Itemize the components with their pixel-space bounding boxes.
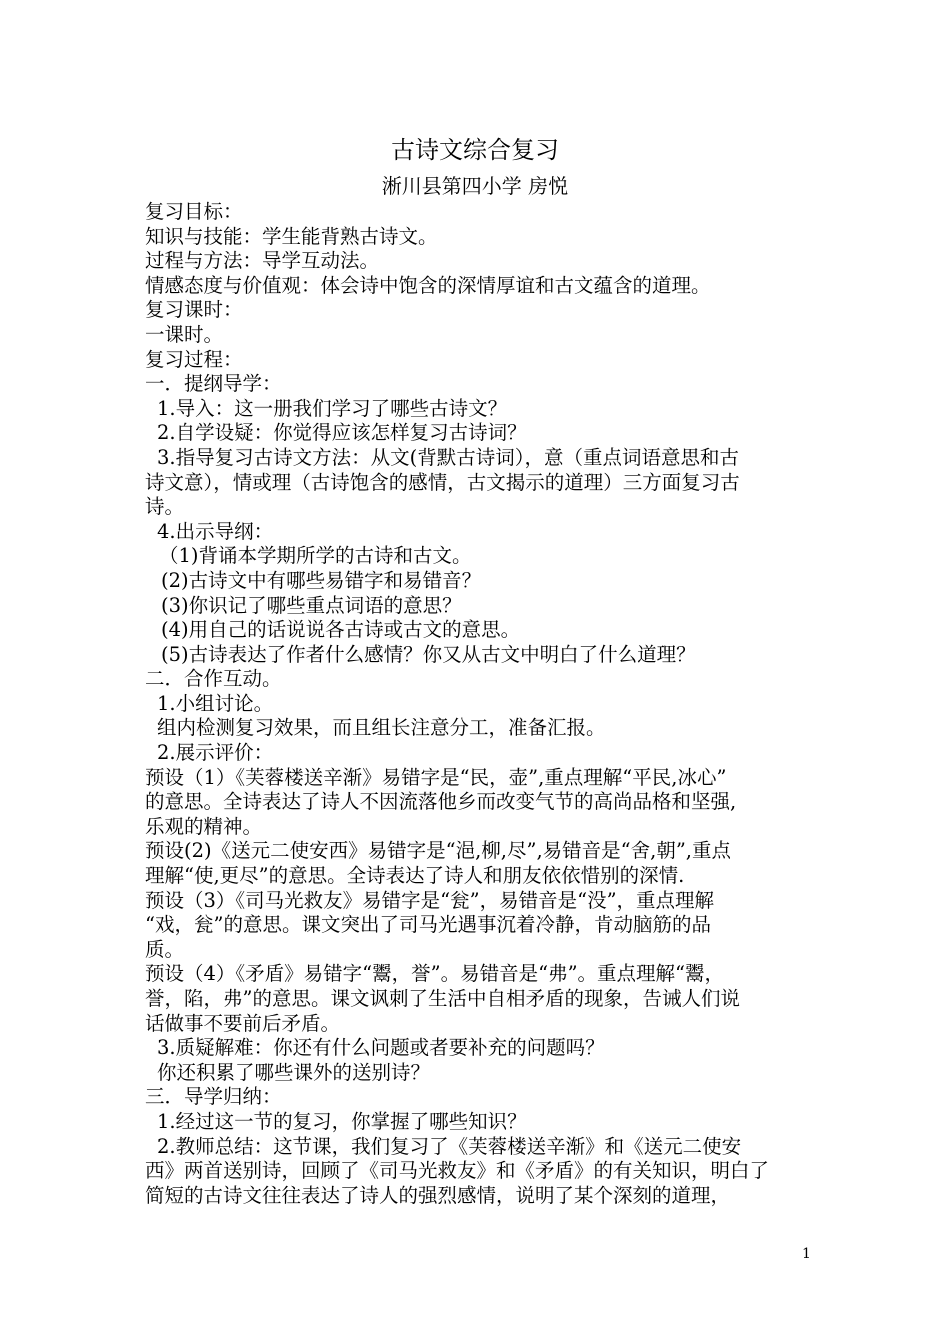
text-line: 的意思。全诗表达了诗人不因流落他乡而改变气节的高尚品格和坚强, xyxy=(145,790,737,814)
text-line: 组内检测复习效果，而且组长注意分工，准备汇报。 xyxy=(157,716,606,740)
text-line: 复习目标： xyxy=(145,200,243,223)
text-line: 2.教师总结：这节课，我们复习了《芙蓉楼送辛渐》和《送元二使安 xyxy=(157,1134,742,1158)
text-line: (3)你识记了哪些重点词语的意思？ xyxy=(161,593,462,617)
text-line: 2.自学设疑：你觉得应该怎样复习古诗词？ xyxy=(157,421,527,445)
text-line: 1.导入：这一册我们学习了哪些古诗文？ xyxy=(157,396,508,420)
text-line: 乐观的精神。 xyxy=(145,814,263,838)
text-line: 复习课时： xyxy=(145,298,243,322)
text-line: 誉，陷，弗”的意思。课文讽刺了生活中自相矛盾的现象，告诫人们说 xyxy=(145,987,740,1010)
text-line: 一课时。 xyxy=(145,322,224,346)
text-line: 1.经过这一节的复习，你掌握了哪些知识？ xyxy=(157,1109,527,1133)
text-line: 2.展示评价： xyxy=(157,741,274,765)
text-line: 简短的古诗文往往表达了诗人的强烈感情，说明了某个深刻的道理， xyxy=(145,1183,731,1207)
text-line: 预设（1）《芙蓉楼送辛渐》易错字是“民，壶”,重点理解“平民,冰心” xyxy=(145,765,727,789)
text-line: (4)用自己的话说说各古诗或古文的意思。 xyxy=(161,618,521,642)
text-line: 3.质疑解难：你还有什么问题或者要补充的问题吗？ xyxy=(157,1036,605,1060)
text-line: 诗。 xyxy=(145,495,185,519)
text-line: (2)古诗文中有哪些易错字和易错音？ xyxy=(161,568,482,592)
text-line: 你还积累了哪些课外的送别诗？ xyxy=(157,1060,431,1084)
text-line: 过程与方法：导学互动法。 xyxy=(145,249,380,273)
page-number: 1 xyxy=(802,1246,811,1262)
text-line: 理解“使,更尽”的意思。全诗表达了诗人和朋友依依惜别的深情. xyxy=(145,864,685,888)
document-title: 古诗文综合复习 xyxy=(391,136,559,164)
text-line: （1)背诵本学期所学的古诗和古文。 xyxy=(159,544,472,568)
text-line: 质。 xyxy=(145,937,185,961)
text-line: 三．导学归纳： xyxy=(145,1085,282,1109)
text-line: 诗文意），情或理（古诗饱含的感情，古文揭示的道理）三方面复习古 xyxy=(145,470,740,494)
document-author: 淅川县第四小学 房悦 xyxy=(381,174,569,198)
text-line: 知识与技能：学生能背熟古诗文。 xyxy=(145,224,438,248)
text-line: 预设(2)《送元二使安西》易错字是“浥,柳,尽”,易错音是“舍,朝”,重点 xyxy=(145,839,731,863)
text-line: 预设（4）《矛盾》易错字“鬻，誉”。易错音是“弗”。重点理解“鬻， xyxy=(145,962,725,986)
text-line: (5)古诗表达了作者什么感情？你又从古文中明白了什么道理？ xyxy=(161,642,696,666)
text-line: 1.小组讨论。 xyxy=(157,691,274,715)
text-line: 西》两首送别诗，回顾了《司马光救友》和《矛盾》的有关知识，明白了 xyxy=(145,1159,770,1183)
document-body xyxy=(145,200,815,1208)
text-line: 情感态度与价值观：体会诗中饱含的深情厚谊和古文蕴含的道理。 xyxy=(145,273,711,297)
text-line: 二．合作互动。 xyxy=(145,667,282,691)
text-line: 预设（3）《司马光救友》易错字是“瓮”，易错音是“没”，重点理解 xyxy=(145,888,715,912)
text-line: 4.出示导纲： xyxy=(157,519,274,543)
text-line: 3.指导复习古诗文方法：从文(背默古诗词），意（重点词语意思和古 xyxy=(157,445,739,469)
text-line: 一．提纲导学： xyxy=(145,372,282,396)
text-line: 复习过程： xyxy=(145,347,243,371)
text-line: “戏，瓮”的意思。课文突出了司马光遇事沉着冷静，肯动脑筋的品 xyxy=(145,913,711,937)
text-line: 话做事不要前后矛盾。 xyxy=(145,1011,341,1035)
